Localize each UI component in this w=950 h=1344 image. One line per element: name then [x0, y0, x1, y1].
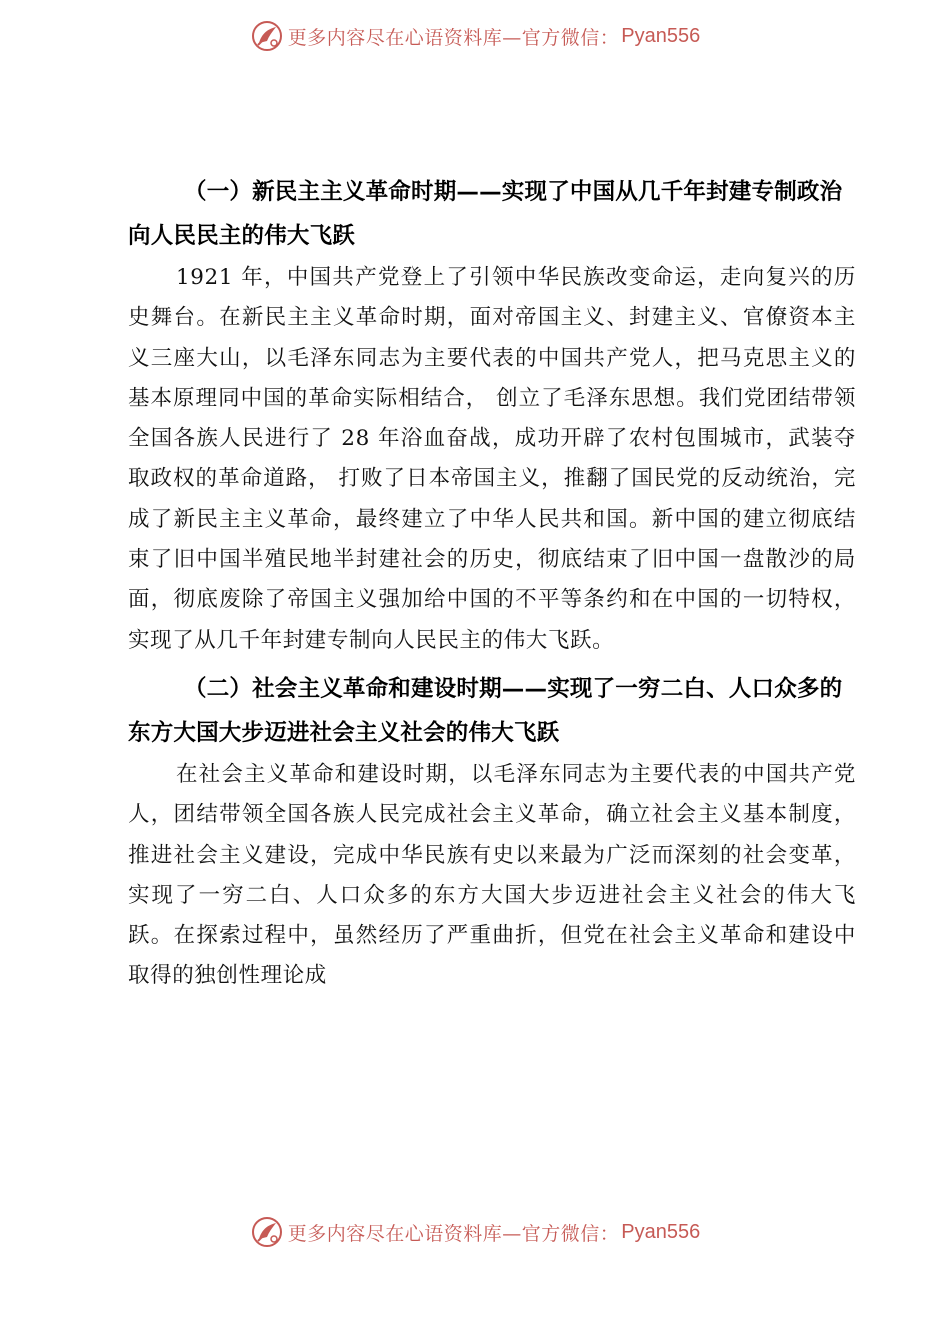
header-watermark — [0, 16, 950, 56]
watermark-text: 更多内容尽在心语资料库—官方微信： — [287, 1222, 620, 1245]
watermark-wechat-id: Pyan556 — [621, 1220, 701, 1243]
section-paragraph-2: 在社会主义革命和建设时期，以毛泽东同志为主要代表的中国共产党人，团结带领全国各族人民完成社会主义革命，确立社会主义基本制度，推进社会主义建设，完成中华民族有史以来最为广泛而深刻的社会变革，实现了一穷二白、人口众多的东方大国大步迈进社会主义社会的伟大飞跃。在探索过程中，虽然经历了严重曲折，但党在社会主义革命和建设中取得的独创性理论成 — [128, 761, 856, 989]
library-logo-icon — [250, 1215, 284, 1249]
footer-watermark — [0, 1212, 950, 1252]
section-heading-2: （二）社会主义革命和建设时期——实现了一穷二白、人口众多的东方大国大步迈进社会主义社会的伟大飞跃 — [128, 675, 843, 746]
document-body — [128, 170, 856, 997]
library-logo-icon — [250, 19, 284, 53]
watermark-wechat-id: Pyan556 — [621, 24, 701, 47]
watermark-text: 更多内容尽在心语资料库—官方微信： — [287, 26, 620, 49]
section-paragraph-1: 1921 年，中国共产党登上了引领中华民族改变命运，走向复兴的历史舞台。在新民主主义革命时期，面对帝国主义、封建主义、官僚资本主义三座大山，以毛泽东同志为主要代表的中国共产党人，把马克思主义的基本原理同中国的革命实际相结合， 创立了毛泽东思想。我们党团结带领全国各族人民进行了 28 年浴血奋战，成功开辟了农村包围城市，武装夺取政权的革命道路， 打败了日本帝国主义，推翻了国民党的反动统治，完成了新民主主义革命，最终建立了中华人民共和国。新中国的建立彻底结束了旧中国半殖民地半封建社会的历史，彻底结束了旧中国一盘散沙的局面，彻底废除了帝国主义强加给中国的不平等条约和在中国的一切特权，实现了从几千年封建专制向人民民主的伟大飞跃。 — [128, 265, 856, 653]
section-heading-1: （一）新民主主义革命时期——实现了中国从几千年封建专制政治向人民民主的伟大飞跃 — [128, 179, 843, 249]
